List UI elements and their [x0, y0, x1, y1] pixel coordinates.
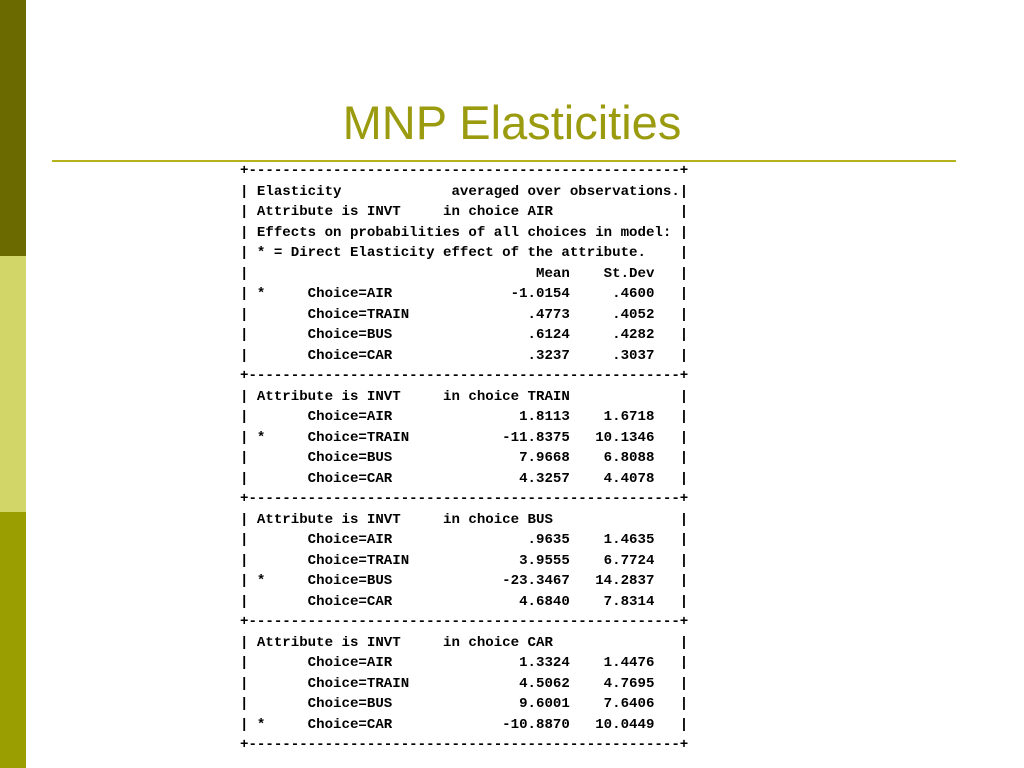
decorative-band-middle — [0, 256, 26, 512]
output-line: | Choice=TRAIN 4.5062 4.7695 | — [240, 675, 689, 692]
output-line: | Choice=AIR 1.3324 1.4476 | — [240, 655, 689, 671]
output-line: | Choice=TRAIN 3.9555 6.7724 | — [240, 552, 689, 569]
slide-title: MNP Elasticities — [342, 96, 682, 149]
output-line: | Mean St.Dev | — [240, 265, 689, 282]
output-line: | Choice=BUS 7.9668 6.8088 | — [240, 450, 689, 466]
output-line: +---------------------------------------------------+ — [240, 491, 689, 507]
elasticity-output-table — [240, 161, 688, 756]
output-line: | Choice=AIR .9635 1.4635 | — [240, 532, 689, 548]
output-line: +---------------------------------------------------+ — [240, 368, 689, 384]
output-line: | Attribute is INVT in choice BUS | — [240, 511, 689, 528]
output-line: | * Choice=AIR -1.0154 .4600 | — [240, 286, 689, 302]
output-line: | Choice=BUS 9.6001 7.6406 | — [240, 696, 689, 712]
output-line: | Elasticity averaged over observations.| — [240, 183, 689, 200]
output-line: | Choice=CAR 4.3257 4.4078 | — [240, 470, 689, 487]
output-line: | Attribute is INVT in choice AIR | — [240, 204, 689, 220]
output-line: | Attribute is INVT in choice CAR | — [240, 634, 689, 651]
output-line: | Effects on probabilities of all choices in model: | — [240, 224, 689, 241]
decorative-band-bottom — [0, 512, 26, 768]
output-line: | Choice=BUS .6124 .4282 | — [240, 327, 689, 343]
output-line: | Choice=CAR 4.6840 7.8314 | — [240, 593, 689, 610]
output-line: +---------------------------------------------------+ — [240, 614, 689, 630]
output-line: | * = Direct Elasticity effect of the attribute. | — [240, 245, 689, 261]
output-line: | Choice=CAR .3237 .3037 | — [240, 347, 689, 364]
output-line: | Attribute is INVT in choice TRAIN | — [240, 388, 689, 405]
output-line: | * Choice=CAR -10.8870 10.0449 | — [240, 716, 689, 733]
output-line: | Choice=TRAIN .4773 .4052 | — [240, 306, 689, 323]
output-line: +---------------------------------------------------+ — [240, 737, 689, 753]
output-line: | * Choice=TRAIN -11.8375 10.1346 | — [240, 429, 689, 446]
output-line: | Choice=AIR 1.8113 1.6718 | — [240, 409, 689, 425]
output-line: +---------------------------------------------------+ — [240, 163, 689, 179]
output-line: | * Choice=BUS -23.3467 14.2837 | — [240, 573, 689, 589]
